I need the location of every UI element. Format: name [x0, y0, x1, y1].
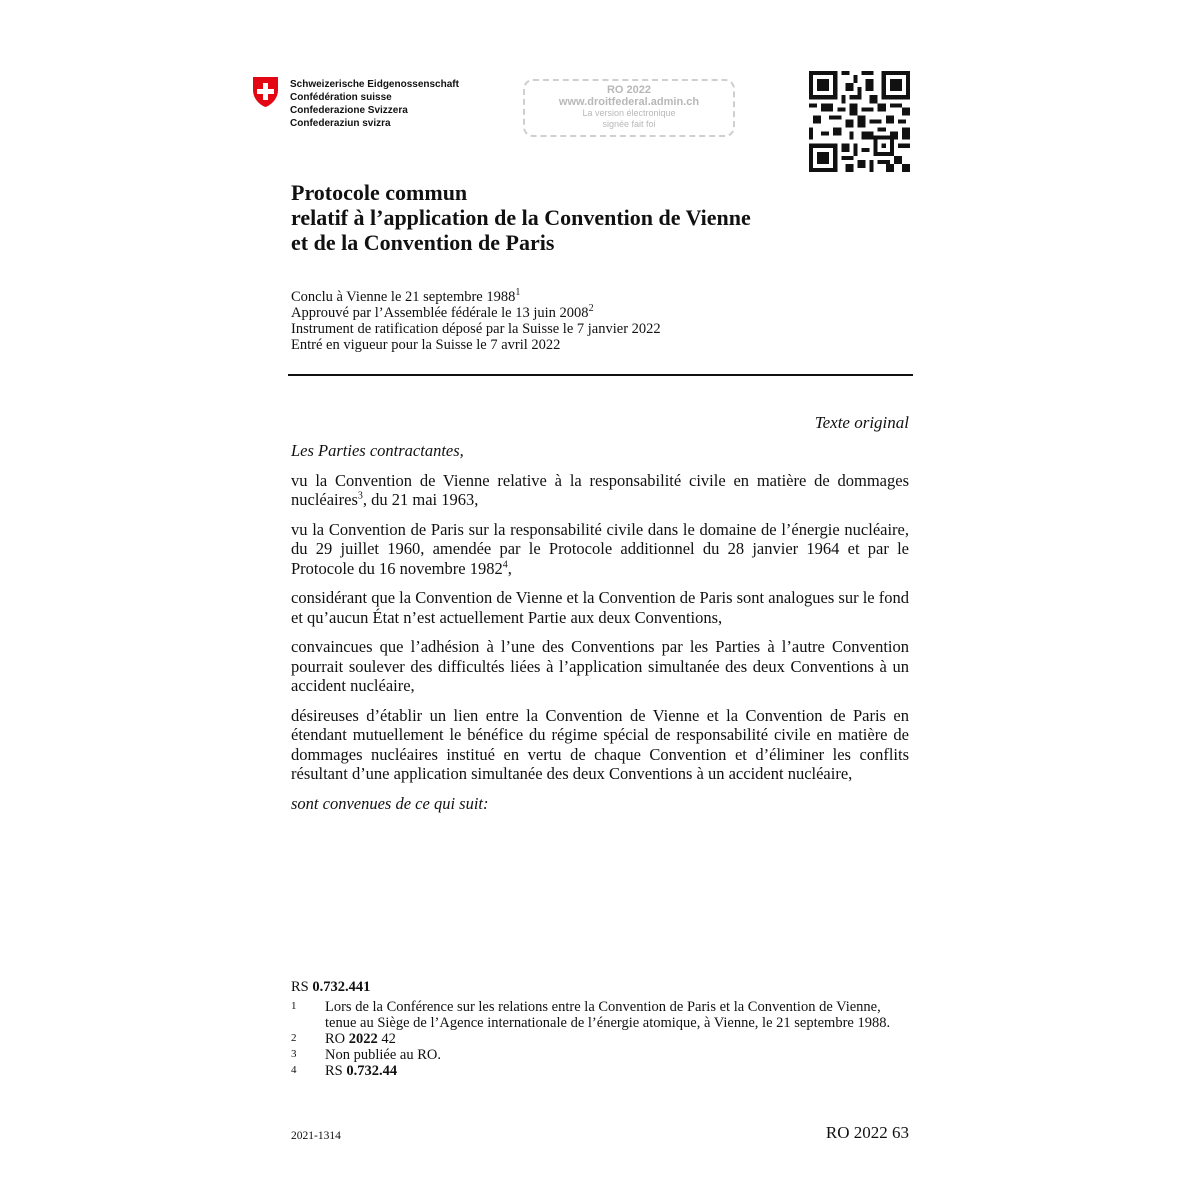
stamp-ro: RO 2022 [606, 84, 652, 96]
title-line-2: relatif à l’application de la Convention de Vienne [291, 205, 751, 230]
preamble-paragraph-3: considérant que la Convention de Vienne et la Convention de Paris sont analogues sur le fond et qu’aucun État n’est actuellement Partie aux deux Conventions, [291, 588, 909, 627]
rs-number: 0.732.441 [312, 979, 371, 995]
rs-reference [291, 979, 370, 995]
footnote-ref-3[interactable]: 3 [357, 490, 363, 502]
federal-logo [252, 76, 482, 136]
p2-text: vu la Convention de Paris sur la responsabilité civile dans le domaine de l’énergie nucléaire, du 29 juillet 1960, amendée par le Protocole additionnel du 28 janvier 1964 et par le Protocole du 16 novembre 1982 [291, 519, 909, 578]
f4-prefix: RS [325, 1063, 347, 1079]
p1-text-end: , du 21 mai 1963, [362, 490, 479, 509]
agency-it: Confederazione Svizzera [290, 105, 408, 116]
divider [288, 374, 913, 376]
footnote-text [325, 1031, 911, 1047]
p1-text: vu la Convention de Vienne relative à la responsabilité civile en matière de dommages nucléaires [291, 470, 909, 509]
p2-text-end: , [507, 558, 512, 578]
footnote-text [325, 1063, 911, 1079]
preamble-paragraph-5: désireuses d’établir un lien entre la Convention de Vienne et la Convention de Paris en étendant mutuellement le bénéfice du régime spécial de responsabilité civile en matière de dommages nucléaires institué en vertu de chaque Convention et d’éliminer les conflits résultant d’une application simultanée des deux Conventions à un accident nucléaire, [291, 705, 909, 783]
page-reference: RO 2022 63 [825, 1123, 909, 1142]
title-line-1: Protocole commun [291, 180, 468, 205]
agency-fr: Confédération suisse [290, 92, 392, 103]
qr-code-icon [809, 71, 910, 172]
title-line-3: et de la Convention de Paris [291, 230, 555, 255]
preamble [291, 441, 909, 823]
approved-text: Approuvé par l’Assemblée fédérale le 13 juin 2008 [291, 305, 589, 321]
preamble-paragraph-2 [291, 520, 909, 579]
footnote-number: 4 [291, 1064, 297, 1076]
closing-clause: sont convenues de ce qui suit: [291, 793, 489, 813]
stamp-note-1: La version électronique [582, 108, 676, 118]
ratification-line: Instrument de ratification déposé par la Suisse le 7 janvier 2022 [291, 321, 661, 337]
footnote-4 [291, 1063, 911, 1079]
footnote-number: 2 [291, 1032, 297, 1044]
agency-rm: Confederaziun svizra [290, 118, 391, 129]
concluded-text: Conclu à Vienne le 21 septembre 1988 [291, 289, 516, 305]
stamp-url: www.droitfederal.admin.ch [558, 96, 700, 108]
f2-suffix: 42 [377, 1031, 396, 1047]
f4-bold: 0.732.44 [346, 1063, 398, 1079]
agency-de: Schweizerische Eidgenossenschaft [290, 79, 459, 90]
concluded-line [291, 289, 661, 305]
agency-names [290, 78, 459, 130]
footnote-3 [291, 1047, 911, 1063]
original-text-label: Texte original [814, 413, 909, 432]
electronic-version-stamp [523, 79, 735, 137]
footnote-2 [291, 1031, 911, 1047]
preamble-paragraph-4: convaincues que l’adhésion à l’une des Conventions par les Parties à l’autre Convention pourrait soulever des difficultés liées à l’application simultanée des deux Conventions à un accident nucléaire, [291, 637, 909, 695]
document-title [291, 180, 911, 255]
f2-bold: 2022 [348, 1031, 378, 1047]
preamble-paragraph-1 [291, 471, 909, 510]
swiss-shield-icon [252, 76, 279, 108]
approved-line [291, 305, 661, 321]
contracting-parties: Les Parties contractantes, [291, 441, 464, 460]
footnote-number: 1 [291, 1000, 297, 1012]
footnote-ref-2[interactable]: 2 [588, 303, 594, 315]
footnote-1 [291, 999, 911, 1031]
document-number: 2021-1314 [291, 1130, 341, 1142]
footnote-ref-1[interactable]: 1 [515, 287, 521, 299]
in-force-line: Entré en vigueur pour la Suisse le 7 avril 2022 [291, 337, 561, 353]
footnote-text: Non publiée au RO. [325, 1047, 441, 1063]
footnote-ref-4[interactable]: 4 [502, 559, 508, 570]
f2-prefix: RO [325, 1031, 349, 1047]
footnote-number: 3 [291, 1048, 297, 1060]
treaty-metadata [291, 289, 661, 353]
footnotes [291, 999, 911, 1079]
stamp-note-2: signée fait foi [602, 119, 656, 129]
rs-prefix: RS [291, 979, 313, 995]
footnote-text: Lors de la Conférence sur les relations entre la Convention de Paris et la Convention de Vienne, tenue au Siège de l’Agence internationale de l’énergie atomique, à Vienne, le 21 septembre 1988. [325, 999, 891, 1031]
